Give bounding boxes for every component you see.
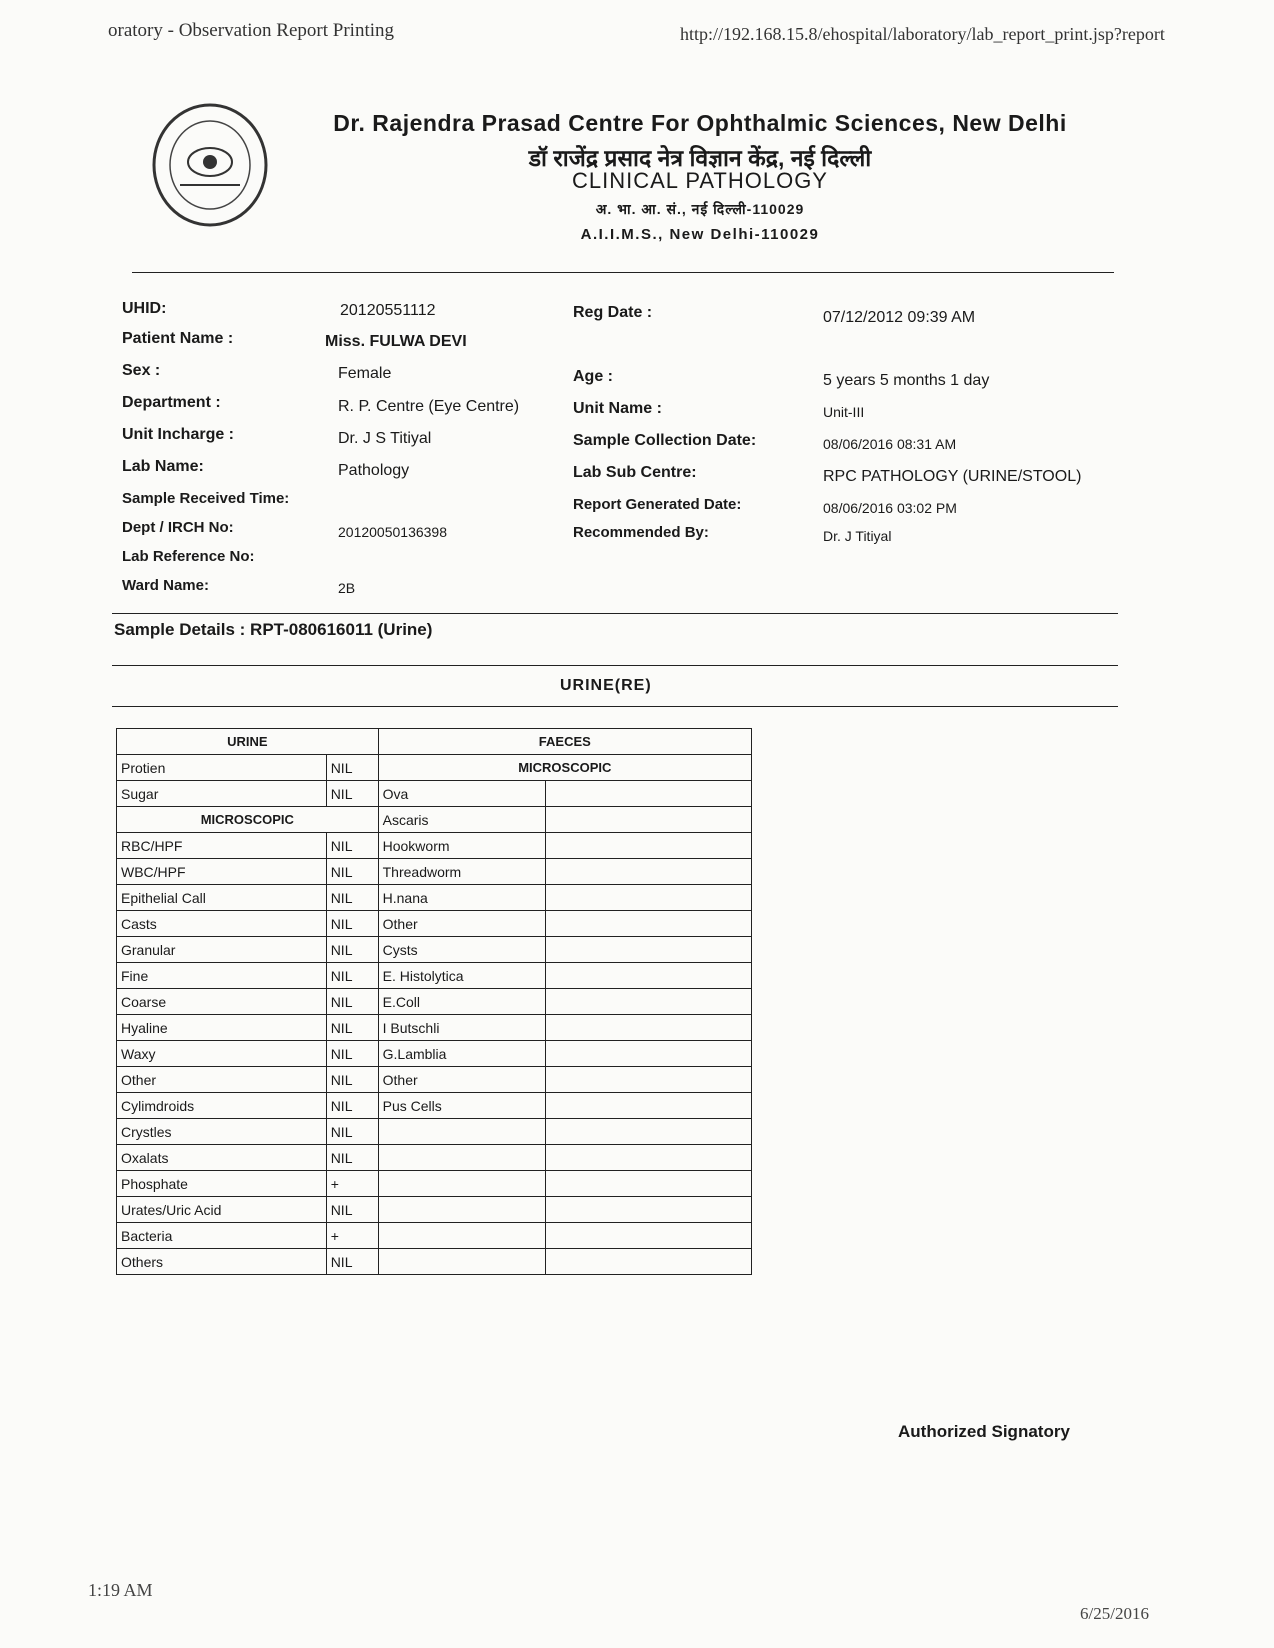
department-title: CLINICAL PATHOLOGY <box>572 168 828 193</box>
table-row <box>117 885 752 911</box>
urine-test-name: Urates/Uric Acid <box>117 1197 327 1223</box>
faeces-test-name: I Butschli <box>378 1015 546 1041</box>
address-hindi: अ. भा. आ. सं., नई दिल्ली-110029 <box>595 201 805 217</box>
faeces-test-result <box>546 1223 752 1249</box>
section-title: URINE(RE) <box>560 677 652 694</box>
urine-test-name: Fine <box>117 963 327 989</box>
urine-test-name: Sugar <box>117 781 327 807</box>
sex-value: Female <box>338 365 392 382</box>
urine-test-name: RBC/HPF <box>117 833 327 859</box>
print-time: 1:19 AM <box>88 1580 153 1600</box>
faeces-test-name: Pus Cells <box>378 1093 546 1119</box>
urine-test-name: Coarse <box>117 989 327 1015</box>
faeces-test-name: Ascaris <box>378 807 546 833</box>
table-row <box>117 833 752 859</box>
patient-name-label: Patient Name : <box>122 330 234 347</box>
urine-test-result: + <box>326 1171 378 1197</box>
faeces-test-result <box>546 859 752 885</box>
table-row <box>117 859 752 885</box>
faeces-test-result <box>546 1145 752 1171</box>
urine-test-name: Phosphate <box>117 1171 327 1197</box>
faeces-test-result <box>546 1171 752 1197</box>
collection-date-label: Sample Collection Date: <box>573 432 757 449</box>
table-row <box>117 1093 752 1119</box>
urine-test-result: NIL <box>326 833 378 859</box>
section-divider-bottom <box>112 706 1118 707</box>
authorized-signatory: Authorized Signatory <box>898 1422 1070 1441</box>
faeces-test-name: G.Lamblia <box>378 1041 546 1067</box>
urine-test-result: NIL <box>326 885 378 911</box>
faeces-test-name <box>378 1119 546 1145</box>
ward-name-label: Ward Name: <box>122 577 209 594</box>
urine-test-name: Oxalats <box>117 1145 327 1171</box>
urine-microscopic-header: MICROSCOPIC <box>117 807 379 833</box>
urine-test-name: Other <box>117 1067 327 1093</box>
org-name-hindi: डॉ राजेंद्र प्रसाद नेत्र विज्ञान केंद्र, नई दिल्ली <box>528 145 872 171</box>
urine-test-name: WBC/HPF <box>117 859 327 885</box>
section-divider-top <box>112 665 1118 666</box>
urine-test-result: NIL <box>326 963 378 989</box>
faeces-test-result <box>546 833 752 859</box>
urine-test-result: NIL <box>326 1041 378 1067</box>
faeces-test-result <box>546 781 752 807</box>
faeces-test-name: H.nana <box>378 885 546 911</box>
faeces-test-name <box>378 1249 546 1275</box>
urine-test-name: Cylimdroids <box>117 1093 327 1119</box>
irch-label: Dept / IRCH No: <box>122 519 234 536</box>
lab-reference-label: Lab Reference No: <box>122 548 255 565</box>
recommended-by-value: Dr. J Titiyal <box>823 528 892 544</box>
table-row <box>117 1223 752 1249</box>
faeces-test-name: Ova <box>378 781 546 807</box>
institute-seal <box>150 100 270 230</box>
table-row <box>117 781 752 807</box>
faeces-test-result <box>546 1015 752 1041</box>
urine-test-name: Protien <box>117 755 327 781</box>
urine-test-result: NIL <box>326 989 378 1015</box>
faeces-test-result <box>546 937 752 963</box>
lab-sub-centre-value: RPC PATHOLOGY (URINE/STOOL) <box>823 468 1082 485</box>
faeces-test-result <box>546 1041 752 1067</box>
patient-name-value: Miss. FULWA DEVI <box>325 333 467 350</box>
faeces-test-result <box>546 885 752 911</box>
lab-name-label: Lab Name: <box>122 458 204 475</box>
faeces-test-name: Threadworm <box>378 859 546 885</box>
faeces-microscopic-header: MICROSCOPIC <box>378 755 751 781</box>
unit-name-label: Unit Name : <box>573 400 662 417</box>
urine-test-name: Others <box>117 1249 327 1275</box>
table-row <box>117 1249 752 1275</box>
table-row <box>117 1145 752 1171</box>
reg-date-value: 07/12/2012 09:39 AM <box>823 309 976 326</box>
address-english: A.I.I.M.S., New Delhi-110029 <box>580 226 820 243</box>
faeces-test-result <box>546 1249 752 1275</box>
age-label: Age : <box>573 368 613 385</box>
table-row <box>117 1067 752 1093</box>
faeces-test-result <box>546 1093 752 1119</box>
uhid-value: 20120551112 <box>340 302 436 319</box>
browser-title: oratory - Observation Report Printing <box>108 20 395 41</box>
table-row <box>117 989 752 1015</box>
department-label: Department : <box>122 394 221 411</box>
table-row <box>117 1197 752 1223</box>
urine-test-name: Epithelial Call <box>117 885 327 911</box>
faeces-test-name: Other <box>378 911 546 937</box>
print-date: 6/25/2016 <box>1080 1604 1149 1623</box>
urine-test-result: NIL <box>326 755 378 781</box>
header-divider <box>132 272 1114 273</box>
faeces-test-result <box>546 1119 752 1145</box>
faeces-test-result <box>546 807 752 833</box>
faeces-test-name <box>378 1145 546 1171</box>
irch-value: 20120050136398 <box>338 524 448 540</box>
sample-details: Sample Details : RPT-080616011 (Urine) <box>114 620 433 639</box>
sample-received-label: Sample Received Time: <box>122 490 290 507</box>
faeces-test-result <box>546 1197 752 1223</box>
urine-test-result: NIL <box>326 1249 378 1275</box>
age-value: 5 years 5 months 1 day <box>823 372 990 389</box>
table-row <box>117 1041 752 1067</box>
faeces-test-name <box>378 1223 546 1249</box>
urine-test-result: NIL <box>326 1093 378 1119</box>
unit-incharge-label: Unit Incharge : <box>122 426 235 443</box>
urine-test-result: NIL <box>326 911 378 937</box>
urine-test-result: NIL <box>326 1067 378 1093</box>
lab-sub-centre-label: Lab Sub Centre: <box>573 464 697 481</box>
urine-test-result: NIL <box>326 1145 378 1171</box>
urine-test-result: NIL <box>326 859 378 885</box>
faeces-test-result <box>546 989 752 1015</box>
urine-test-result: + <box>326 1223 378 1249</box>
faeces-test-result <box>546 911 752 937</box>
table-row <box>117 963 752 989</box>
faeces-test-name: E.Coll <box>378 989 546 1015</box>
urine-test-result: NIL <box>326 1197 378 1223</box>
department-value: R. P. Centre (Eye Centre) <box>338 398 520 415</box>
sex-label: Sex : <box>122 362 161 379</box>
unit-incharge-value: Dr. J S Titiyal <box>338 430 432 447</box>
patient-divider <box>112 613 1118 614</box>
urine-test-name: Crystles <box>117 1119 327 1145</box>
table-row <box>117 1015 752 1041</box>
urine-test-name: Waxy <box>117 1041 327 1067</box>
ward-name-value: 2B <box>338 580 356 596</box>
urine-header: URINE <box>117 729 379 755</box>
table-row <box>117 1119 752 1145</box>
urine-test-result: NIL <box>326 781 378 807</box>
faeces-test-name <box>378 1171 546 1197</box>
faeces-test-result <box>546 963 752 989</box>
faeces-test-result <box>546 1067 752 1093</box>
faeces-test-name: Cysts <box>378 937 546 963</box>
urine-test-name: Casts <box>117 911 327 937</box>
table-row <box>117 1171 752 1197</box>
urine-test-name: Hyaline <box>117 1015 327 1041</box>
faeces-test-name: Other <box>378 1067 546 1093</box>
table-row <box>117 911 752 937</box>
results-table <box>116 728 752 1275</box>
urine-test-name: Granular <box>117 937 327 963</box>
urine-test-name: Bacteria <box>117 1223 327 1249</box>
faeces-test-name: Hookworm <box>378 833 546 859</box>
recommended-by-label: Recommended By: <box>573 524 709 541</box>
report-generated-label: Report Generated Date: <box>573 496 742 513</box>
report-generated-value: 08/06/2016 03:02 PM <box>823 500 957 516</box>
table-row <box>117 755 752 781</box>
reg-date-label: Reg Date : <box>573 304 653 321</box>
lab-name-value: Pathology <box>338 462 410 479</box>
unit-name-value: Unit-III <box>823 404 865 420</box>
browser-url: http://192.168.15.8/ehospital/laboratory/lab_report_print.jsp?report <box>680 24 1165 44</box>
table-row <box>117 937 752 963</box>
faeces-test-name: E. Histolytica <box>378 963 546 989</box>
urine-test-result: NIL <box>326 1015 378 1041</box>
org-name-english: Dr. Rajendra Prasad Centre For Ophthalmic Sciences, New Delhi <box>333 110 1067 136</box>
urine-test-result: NIL <box>326 1119 378 1145</box>
collection-date-value: 08/06/2016 08:31 AM <box>823 436 957 452</box>
faeces-test-name <box>378 1197 546 1223</box>
urine-test-result: NIL <box>326 937 378 963</box>
faeces-header: FAECES <box>378 729 751 755</box>
uhid-label: UHID: <box>122 300 167 317</box>
